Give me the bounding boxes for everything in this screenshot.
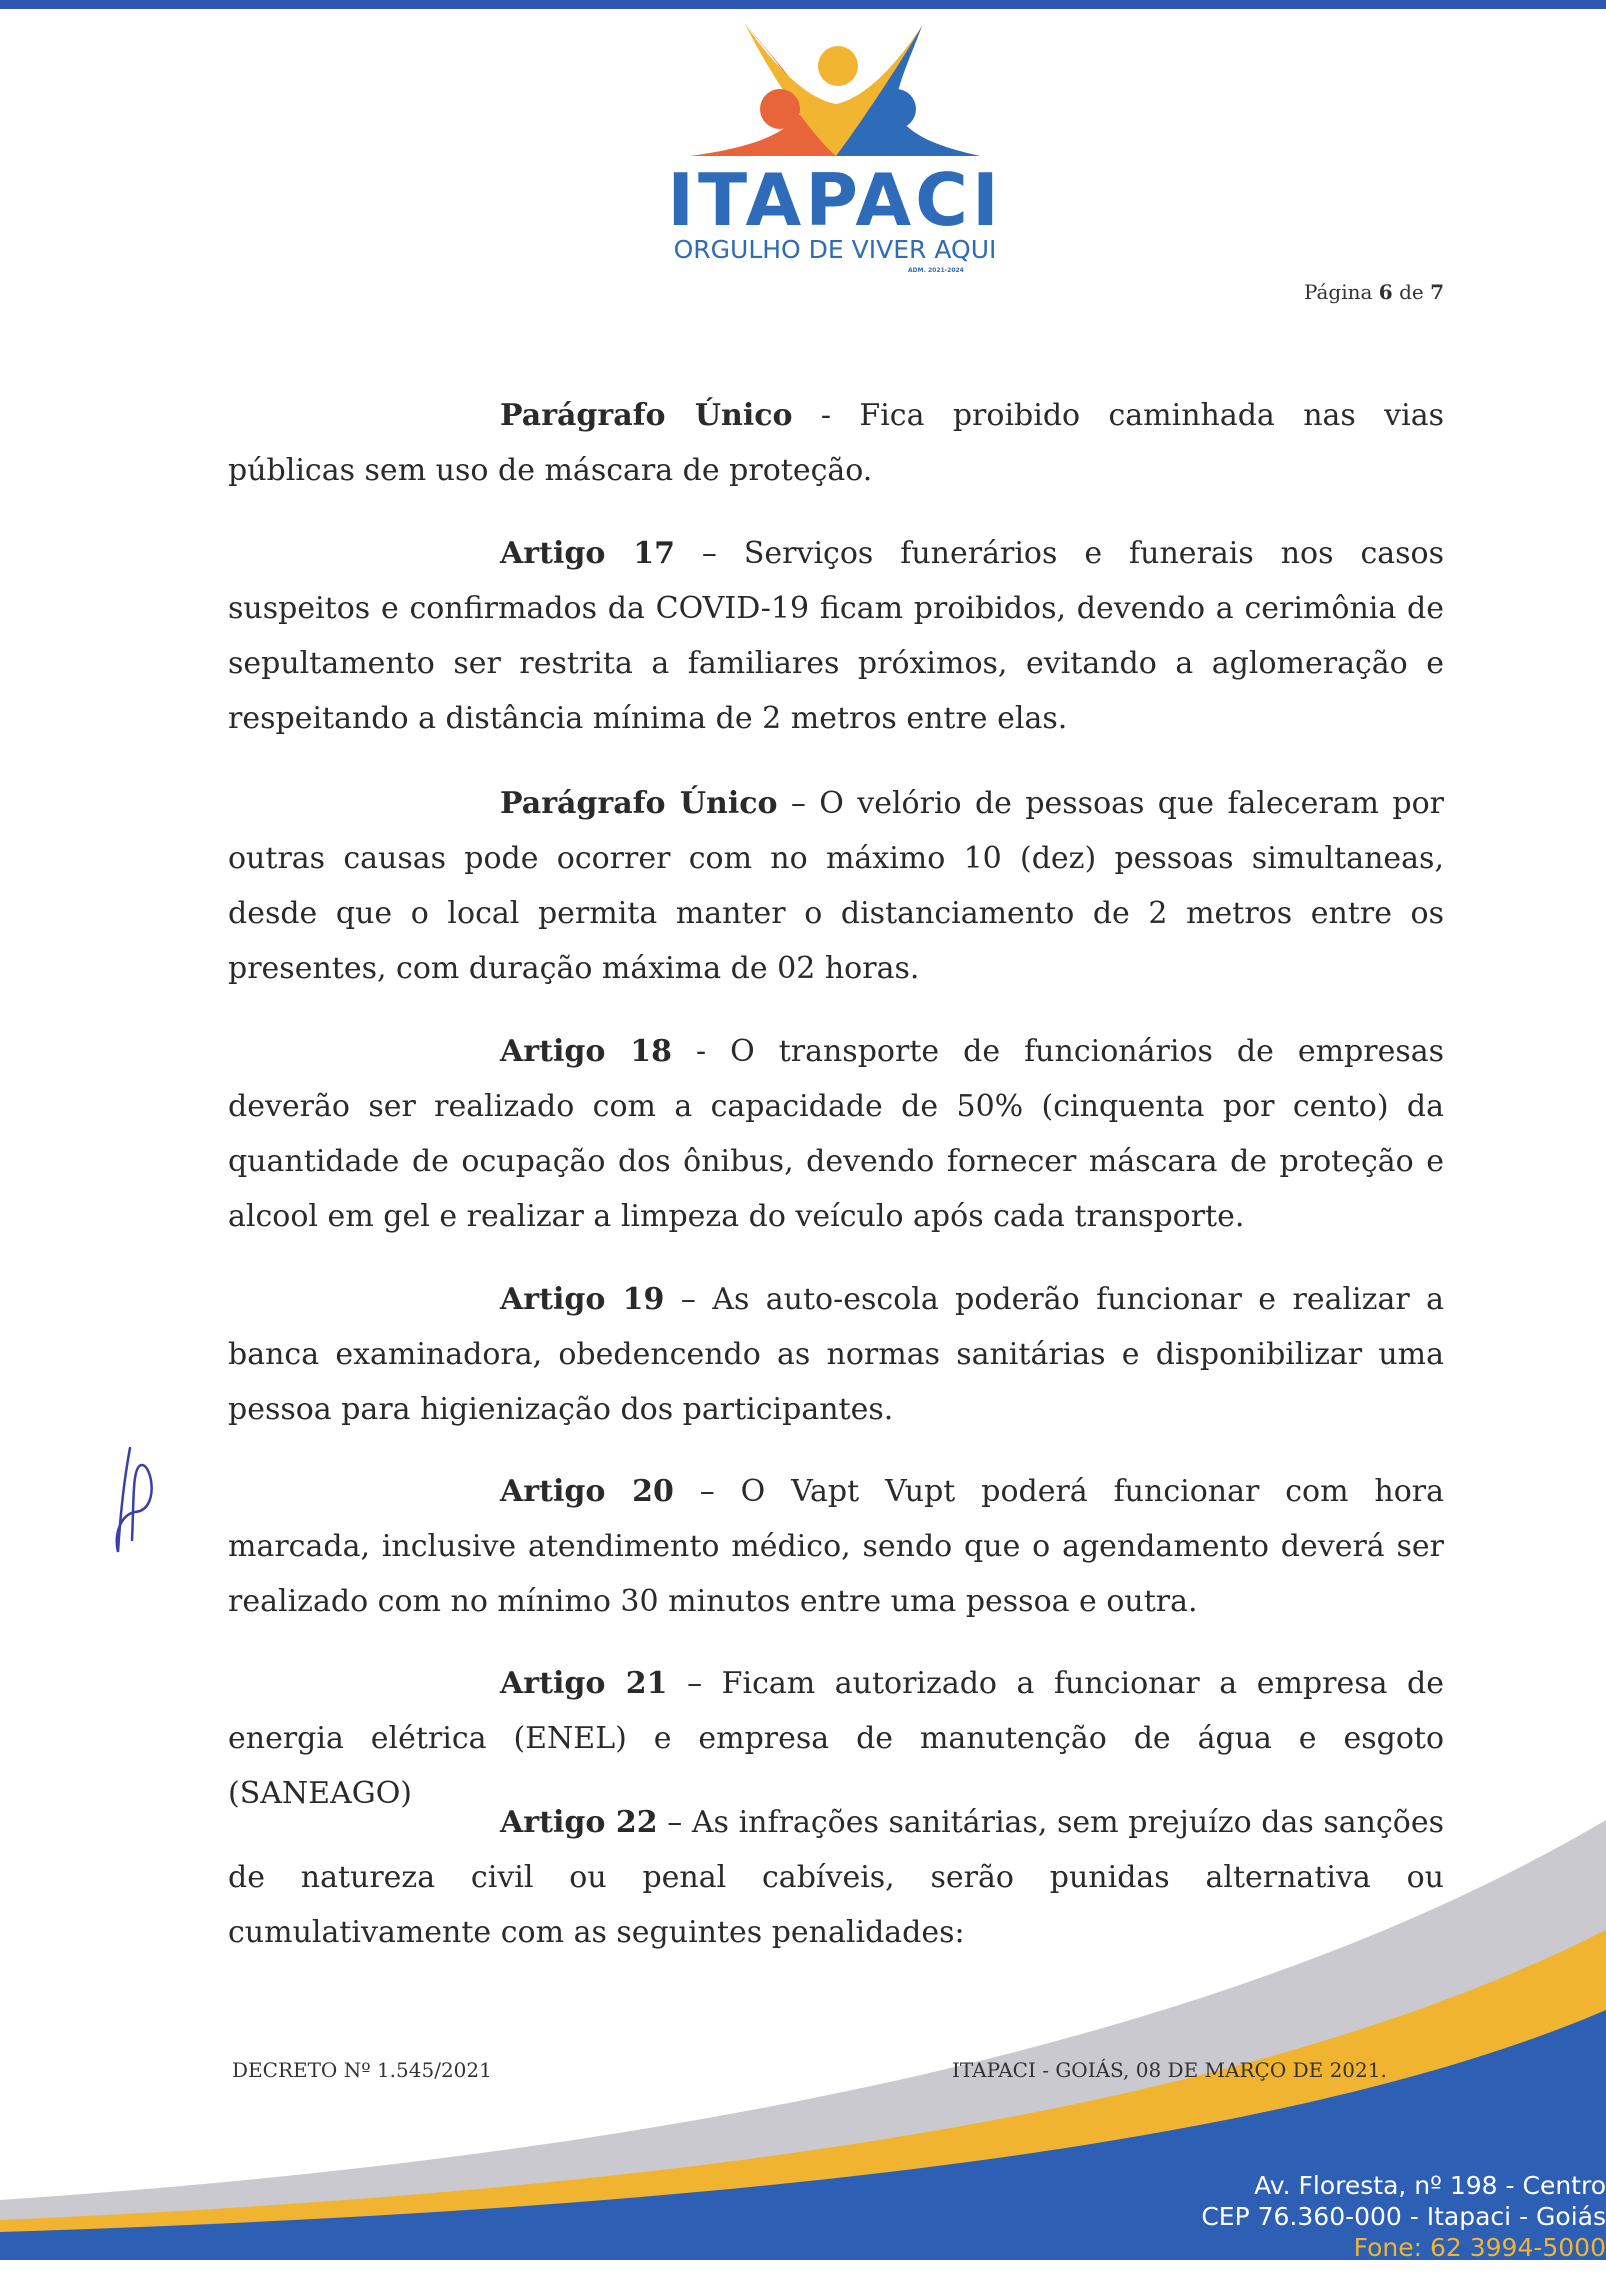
paragraph-heading: Artigo 18 [500, 1034, 672, 1069]
logo-admin-period: ADM. 2021-2024 [908, 267, 964, 274]
address-line-2: CEP 76.360-000 - Itapaci - Goiás [1201, 2202, 1606, 2231]
paragraph-text: - O transporte de funcionários de empresas deverão ser realizado com a capacidade de 50% (cinquenta por cento) da quantidade de ocupação dos ônibus, devendo fornecer máscara de proteção e alcool em gel e realizar a limpeza do veículo após cada transporte. [228, 1034, 1445, 1234]
paragraph-text: – Ficam autorizado a funcionar a empresa de energia elétrica (ENEL) e empresa de manutenção de água e esgoto (SANEAGO) [228, 1666, 1444, 1811]
page-total: 7 [1430, 280, 1444, 304]
paragraph-text: - Fica proibido caminhada nas vias públicas sem uso de máscara de proteção. [228, 398, 1444, 488]
paragraph-heading: Artigo 21 [500, 1666, 668, 1701]
address-block [1046, 2170, 1606, 2263]
page-current: 6 [1378, 280, 1393, 304]
people-emblem-icon [660, 14, 1010, 164]
municipality-logo [660, 14, 1010, 304]
paragraph-text: – O Vapt Vupt poderá funcionar com hora marcada, inclusive atendimento médico, sendo que o agendamento deverá ser realizado com no mínimo 30 minutos entre uma pessoa e outra. [228, 1474, 1444, 1619]
paragraph-heading: Artigo 20 [500, 1474, 674, 1509]
paragraph-heading: Artigo 19 [500, 1282, 665, 1317]
paragraph-heading: Artigo 17 [500, 536, 675, 571]
phone-number: Fone: 62 3994-5000 [1353, 2233, 1606, 2262]
paragraph-text: – Serviços funerários e funerais nos casos suspeitos e confirmados da COVID-19 ficam proibidos, devendo a cerimônia de sepultamento ser restrita a familiares próximos, evitando a aglomeração e respeitando a distância mínima de 2 metros entre elas. [228, 536, 1444, 736]
top-border-band [0, 0, 1606, 9]
paragraph-heading: Artigo 22 [500, 1805, 658, 1840]
paragraph [228, 1272, 1444, 1437]
paragraph [228, 1464, 1444, 1629]
paragraph [228, 776, 1444, 996]
handwritten-initials-signature [90, 1440, 160, 1570]
paragraph-text: – O velório de pessoas que faleceram por outras causas pode ocorrer com no máximo 10 (dez) pessoas simultaneas, desde que o local permita manter o distanciamento de 2 metros entre os presentes, com duração máxima de 02 horas. [228, 786, 1444, 986]
page-label: Página [1303, 280, 1373, 304]
address-line-1: Av. Floresta, nº 198 - Centro [1254, 2171, 1606, 2200]
paragraph [228, 388, 1444, 498]
logo-title: ITAPACI [667, 158, 1003, 242]
paragraph-heading: Parágrafo Único [500, 398, 793, 433]
paragraph [228, 1024, 1444, 1244]
logo-slogan: ORGULHO DE VIVER AQUI [673, 235, 997, 264]
paragraph-text: – As auto-escola poderão funcionar e realizar a banca examinadora, obedencendo as normas sanitárias e disponibilizar uma pessoa para higienização dos participantes. [228, 1282, 1444, 1427]
paragraph-heading: Parágrafo Único [500, 786, 778, 821]
place-and-date: ITAPACI - GOIÁS, 08 DE MARÇO DE 2021. [952, 2058, 1387, 2082]
paragraph-text: – As infrações sanitárias, sem prejuízo das sanções de natureza civil ou penal cabíveis, serão punidas alternativa ou cumulativamente com as seguintes penalidades: [228, 1805, 1444, 1950]
page-of: de [1399, 280, 1424, 304]
page-indicator [1304, 280, 1444, 304]
paragraph [228, 526, 1444, 746]
decree-number: DECRETO Nº 1.545/2021 [232, 2058, 492, 2082]
